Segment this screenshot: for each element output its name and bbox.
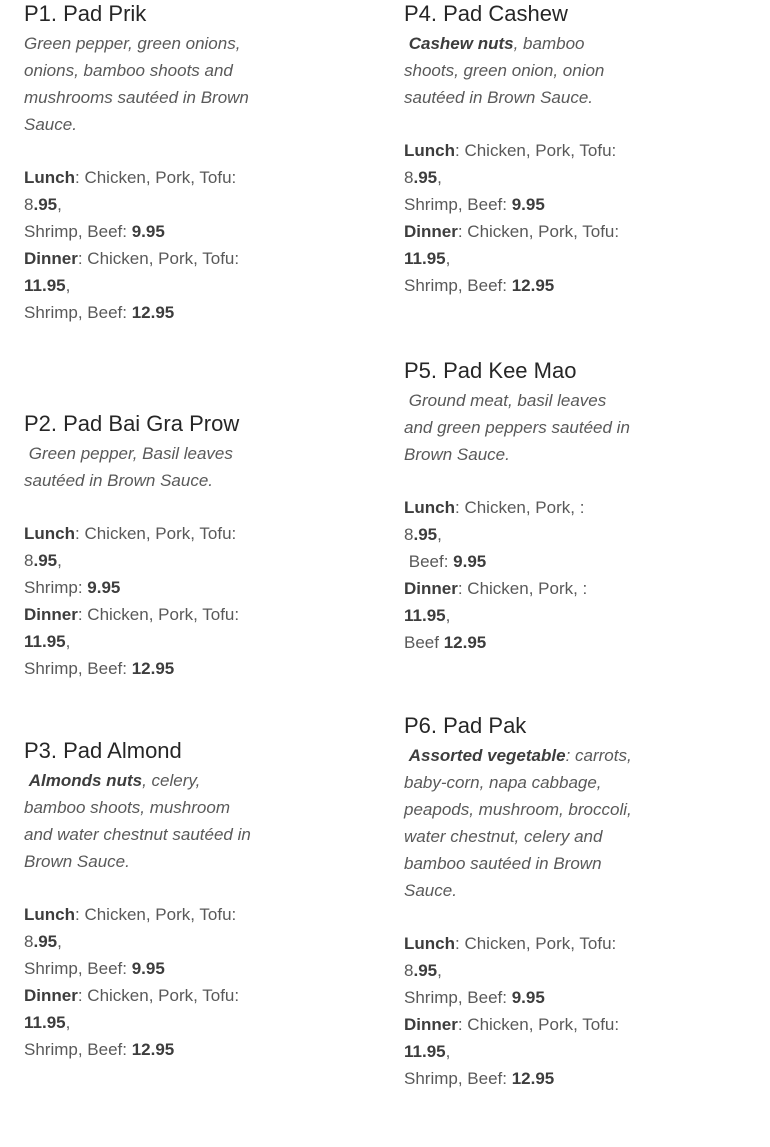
bold-text-segment: Assorted vegetable: [404, 746, 566, 765]
bold-text-segment: 12.95: [131, 303, 175, 322]
bold-text-segment: .95: [33, 932, 58, 951]
bold-text-segment: 12.95: [511, 1069, 555, 1088]
text-segment: Shrimp, Beef:: [404, 1069, 512, 1088]
text-segment: sautéed in Brown Sauce.: [24, 471, 214, 490]
item-title: P4. Pad Cashew: [404, 1, 568, 26]
text-segment: : Chicken, Pork, Tofu:: [455, 934, 617, 953]
text-segment: Brown Sauce.: [404, 445, 510, 464]
text-segment: 8: [24, 195, 34, 214]
bold-text-segment: Lunch: [404, 934, 455, 953]
item-description: [24, 440, 324, 494]
text-segment: ,: [65, 276, 71, 295]
bold-text-segment: Dinner: [24, 986, 78, 1005]
text-segment: bamboo sautéed in Brown: [404, 854, 602, 873]
bold-text-segment: 11.95: [24, 276, 66, 295]
item-title: P3. Pad Almond: [24, 738, 182, 763]
text-segment: : carrots,: [565, 746, 632, 765]
text-segment: ,: [437, 961, 442, 980]
bold-text-segment: 11.95: [404, 606, 446, 625]
item-description: [404, 742, 704, 904]
bold-text-segment: Lunch: [404, 141, 455, 160]
item-description: [24, 30, 324, 138]
text-segment: ,: [437, 525, 442, 544]
bold-text-segment: .95: [413, 168, 438, 187]
text-segment: : Chicken, Pork, Tofu:: [455, 141, 617, 160]
menu-item: [24, 410, 404, 682]
text-segment: Brown Sauce.: [24, 852, 130, 871]
text-segment: Shrimp:: [24, 578, 88, 597]
menu-column-left: [24, 0, 404, 1092]
menu-item: [24, 737, 404, 1063]
item-prices: [404, 494, 704, 656]
item-prices: [404, 930, 704, 1092]
text-segment: Shrimp, Beef:: [404, 195, 512, 214]
text-segment: and green peppers sautéed in: [404, 418, 630, 437]
bold-text-segment: 11.95: [24, 632, 66, 651]
text-segment: 8: [404, 168, 414, 187]
item-prices: [24, 164, 324, 326]
text-segment: : Chicken, Pork, Tofu:: [77, 605, 240, 624]
text-segment: shoots, green onion, onion: [404, 61, 605, 80]
text-segment: Shrimp, Beef:: [24, 303, 132, 322]
item-description: [404, 387, 704, 468]
text-segment: ,: [57, 932, 62, 951]
text-segment: bamboo shoots, mushroom: [24, 798, 230, 817]
bold-text-segment: Dinner: [24, 249, 78, 268]
text-segment: 8: [404, 961, 414, 980]
text-segment: Sauce.: [404, 881, 457, 900]
text-segment: Beef:: [404, 552, 454, 571]
text-segment: ,: [445, 1042, 451, 1061]
bold-text-segment: Lunch: [24, 524, 75, 543]
bold-text-segment: Lunch: [24, 168, 75, 187]
bold-text-segment: 9.95: [131, 959, 165, 978]
bold-text-segment: .95: [413, 961, 438, 980]
bold-text-segment: 11.95: [24, 1013, 66, 1032]
text-segment: Shrimp, Beef:: [24, 959, 132, 978]
text-segment: peapods, mushroom, broccoli,: [404, 800, 632, 819]
text-segment: mushrooms sautéed in Brown: [24, 88, 249, 107]
bold-text-segment: .95: [33, 551, 58, 570]
text-segment: 8: [404, 525, 414, 544]
text-segment: Shrimp, Beef:: [24, 659, 132, 678]
text-segment: : Chicken, Pork, :: [457, 579, 588, 598]
text-segment: , bamboo: [513, 34, 585, 53]
bold-text-segment: 12.95: [443, 633, 487, 652]
text-segment: ,: [65, 632, 71, 651]
text-segment: Shrimp, Beef:: [24, 222, 132, 241]
menu-item: [24, 0, 404, 326]
bold-text-segment: 11.95: [404, 1042, 446, 1061]
bold-text-segment: Cashew nuts: [404, 34, 514, 53]
bold-text-segment: Dinner: [404, 579, 458, 598]
bold-text-segment: 12.95: [131, 1040, 175, 1059]
item-title: P6. Pad Pak: [404, 713, 527, 738]
item-prices: [24, 901, 324, 1063]
text-segment: Shrimp, Beef:: [24, 1040, 132, 1059]
bold-text-segment: Lunch: [404, 498, 455, 517]
bold-text-segment: .95: [413, 525, 438, 544]
bold-text-segment: 9.95: [511, 988, 545, 1007]
menu-item: [404, 712, 770, 1092]
text-segment: Sauce.: [24, 115, 77, 134]
text-segment: 8: [24, 932, 34, 951]
item-description: [404, 30, 704, 111]
menu-column-right: [404, 0, 770, 1092]
item-title: P1. Pad Prik: [24, 1, 147, 26]
menu-item: [404, 0, 770, 299]
bold-text-segment: 9.95: [453, 552, 487, 571]
text-segment: : Chicken, Pork, Tofu:: [75, 905, 237, 924]
bold-text-segment: 12.95: [131, 659, 175, 678]
text-segment: : Chicken, Pork, Tofu:: [457, 222, 620, 241]
text-segment: ,: [65, 1013, 71, 1032]
text-segment: Beef: [404, 633, 444, 652]
text-segment: : Chicken, Pork, Tofu:: [457, 1015, 620, 1034]
text-segment: and water chestnut sautéed in: [24, 825, 251, 844]
text-segment: : Chicken, Pork, Tofu:: [75, 524, 237, 543]
text-segment: ,: [437, 168, 442, 187]
text-segment: Green pepper, green onions,: [24, 34, 241, 53]
text-segment: : Chicken, Pork, :: [455, 498, 585, 517]
bold-text-segment: 9.95: [511, 195, 545, 214]
bold-text-segment: 11.95: [404, 249, 446, 268]
text-segment: : Chicken, Pork, Tofu:: [77, 986, 240, 1005]
item-prices: [24, 520, 324, 682]
bold-text-segment: Lunch: [24, 905, 75, 924]
bold-text-segment: Dinner: [24, 605, 78, 624]
bold-text-segment: Dinner: [404, 1015, 458, 1034]
text-segment: ,: [57, 195, 62, 214]
item-title: P5. Pad Kee Mao: [404, 358, 577, 383]
text-segment: ,: [445, 249, 451, 268]
text-segment: Shrimp, Beef:: [404, 988, 512, 1007]
item-title: P2. Pad Bai Gra Prow: [24, 411, 240, 436]
text-segment: : Chicken, Pork, Tofu:: [75, 168, 237, 187]
text-segment: baby-corn, napa cabbage,: [404, 773, 602, 792]
bold-text-segment: 12.95: [511, 276, 555, 295]
menu-item: [404, 357, 770, 656]
text-segment: : Chicken, Pork, Tofu:: [77, 249, 240, 268]
text-segment: Ground meat, basil leaves: [404, 391, 607, 410]
item-prices: [404, 137, 704, 299]
bold-text-segment: .95: [33, 195, 58, 214]
bold-text-segment: 9.95: [131, 222, 165, 241]
text-segment: 8: [24, 551, 34, 570]
text-segment: Shrimp, Beef:: [404, 276, 512, 295]
text-segment: water chestnut, celery and: [404, 827, 603, 846]
text-segment: sautéed in Brown Sauce.: [404, 88, 594, 107]
text-segment: Green pepper, Basil leaves: [24, 444, 233, 463]
item-description: [24, 767, 324, 875]
bold-text-segment: 9.95: [87, 578, 121, 597]
bold-text-segment: Dinner: [404, 222, 458, 241]
text-segment: ,: [57, 551, 62, 570]
text-segment: ,: [445, 606, 451, 625]
text-segment: , celery,: [142, 771, 201, 790]
bold-text-segment: Almonds nuts: [24, 771, 143, 790]
text-segment: onions, bamboo shoots and: [24, 61, 233, 80]
